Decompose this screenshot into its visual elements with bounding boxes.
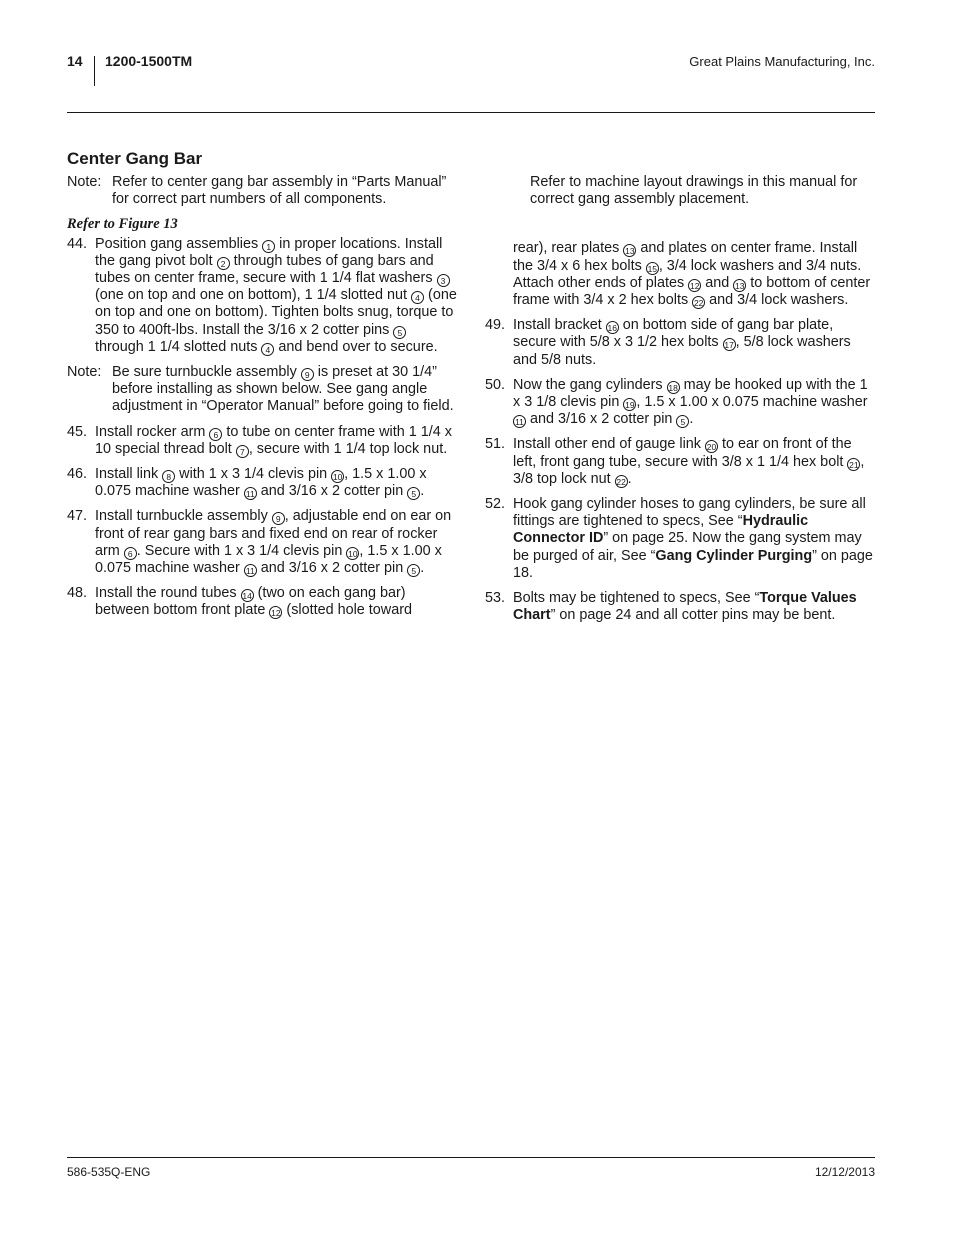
text-run: Hook gang cylinder hoses to gang cylinders, be sure all fittings are tightened to specs, See “ — [513, 496, 866, 530]
text-run: , 3/4 lock washers and 3/4 nuts. Attach other ends of plates — [513, 257, 862, 291]
text-run: , secure with 1 1/4 top lock nut. — [248, 440, 448, 457]
text-run: rear), rear plates — [513, 240, 624, 257]
note-turnbuckle — [67, 364, 459, 416]
callout-17: 17 — [724, 340, 734, 351]
step-text — [95, 424, 459, 458]
text-run: . — [689, 411, 694, 428]
callout-20: 20 — [706, 442, 717, 453]
text-run: Install other end of gauge link — [513, 436, 706, 453]
text-run: ” on page 25. Now the gang system may be purged of air, See “ — [513, 530, 862, 564]
text-run: , adjustable end on ear on front of rear gang bars and fixed end on rear of rocker arm — [95, 508, 452, 559]
text-run: (one on top and one on bottom). Tighten bolts snug, torque to 350 to 400ft-lbs. Install the 3/16 x 2 cotter pins — [95, 287, 457, 338]
note-label: Note: — [67, 174, 102, 190]
page-number: 14 — [67, 53, 83, 69]
text-run: and plates on center frame. Install the 3/4 x 6 hex bolts — [513, 240, 858, 274]
text-run: . — [420, 483, 425, 500]
callout-6: 6 — [124, 547, 137, 560]
note-parts-manual — [67, 174, 459, 208]
header-divider — [94, 56, 95, 86]
text-run: . — [420, 560, 425, 577]
header-rule — [67, 112, 875, 113]
callout-8: 8 — [162, 470, 175, 483]
step-46 — [67, 466, 459, 500]
step-text — [95, 236, 459, 356]
step-text — [513, 436, 875, 488]
note-label: Note: — [67, 364, 102, 381]
callout-5: 5 — [407, 564, 420, 577]
callout-7: 7 — [236, 445, 249, 458]
step-52 — [485, 496, 875, 582]
callout-16: 16 — [607, 323, 618, 334]
text-run: Install the round tubes — [95, 585, 241, 602]
step-number: 50. — [485, 376, 506, 393]
text-run: on bottom side of gang bar plate, secure with 5/8 x 3 1/2 hex bolts — [513, 317, 834, 351]
callout-1: 1 — [262, 240, 275, 253]
step-text — [95, 508, 459, 577]
footer-rule — [67, 1157, 875, 1158]
note-layout-drawings: Refer to machine layout drawings in this manual for correct gang assembly placement. — [530, 174, 858, 208]
callout-11: 11 — [244, 487, 257, 500]
text-run: , 1.5 x 1.00 x 0.075 machine washer — [95, 542, 442, 577]
text-run: and 3/16 x 2 cotter pin — [256, 483, 408, 500]
step-text — [513, 590, 875, 624]
text-run: . — [627, 470, 632, 487]
document-date: 12/12/2013 — [814, 1165, 875, 1179]
callout-3: 3 — [437, 274, 450, 287]
step-number: 44. — [67, 235, 88, 252]
callout-10: 10 — [332, 472, 343, 483]
callout-13: 13 — [625, 246, 635, 257]
step-number: 47. — [67, 508, 88, 525]
callout-12: 12 — [689, 280, 700, 291]
company-name: Great Plains Manufacturing, Inc. — [689, 54, 875, 69]
right-column — [485, 174, 875, 632]
step-44 — [67, 236, 459, 356]
step-text — [513, 496, 875, 582]
step-48 — [67, 585, 459, 619]
callout-2: 2 — [217, 257, 230, 270]
step-48-continued — [485, 240, 875, 309]
callout-11: 11 — [244, 564, 257, 577]
callout-18: 18 — [668, 382, 678, 393]
figure-reference: Refer to Figure 13 — [67, 216, 178, 233]
text-run: in proper locations. Install the gang pivot bolt — [95, 235, 443, 269]
text-run: to bottom of center frame with 3/4 x 2 hex bolts — [513, 274, 871, 309]
callout-13: 13 — [734, 280, 745, 291]
text-run: , 5/8 lock washers and 5/8 nuts. — [513, 334, 851, 368]
callout-6: 6 — [209, 428, 222, 441]
callout-5: 5 — [407, 487, 420, 500]
note-text — [112, 364, 459, 416]
step-text — [513, 377, 875, 429]
callout-19: 19 — [625, 400, 635, 411]
text-run: , 1.5 x 1.00 x 0.075 machine washer — [95, 466, 427, 500]
text-run: with 1 x 3 1/4 clevis pin — [175, 466, 332, 483]
text-run: Now the gang cylinders — [513, 376, 667, 393]
link-hydraulic-connector-id[interactable]: Hydraulic Connector ID — [513, 513, 809, 547]
text-run: Be sure turnbuckle assembly — [112, 364, 301, 381]
step-number: 48. — [67, 585, 88, 602]
step-51 — [485, 436, 875, 488]
text-run: through tubes of gang bars and tubes on center frame, secure with 1 1/4 flat washers — [95, 252, 437, 287]
left-column — [67, 174, 459, 628]
callout-15: 15 — [647, 263, 658, 274]
callout-12: 12 — [271, 608, 281, 619]
text-run: ” on page 18. — [513, 547, 873, 581]
text-run: and — [701, 274, 734, 291]
text-run: , 1.5 x 1.00 x 0.075 machine washer — [636, 394, 868, 411]
text-run: to tube on center frame with 1 1/4 x 10 special thread bolt — [95, 423, 452, 457]
text-run: Bolts may be tightened to specs, See “ — [513, 590, 760, 607]
callout-4: 4 — [411, 291, 424, 304]
note-text: Refer to center gang bar assembly in “Parts Manual” for correct part numbers of all components. — [112, 174, 447, 208]
step-text — [95, 466, 459, 500]
callout-9: 9 — [272, 512, 285, 525]
text-run: and 3/16 x 2 cotter pin — [526, 411, 677, 428]
callout-14: 14 — [242, 591, 252, 602]
text-run: (one on top and one on bottom), 1 1/4 slotted nut — [95, 287, 412, 304]
step-text — [95, 585, 459, 619]
text-run: Position gang assemblies — [95, 235, 263, 252]
step-number: 45. — [67, 423, 88, 440]
step-number: 51. — [485, 436, 506, 453]
step-number: 52. — [485, 496, 506, 513]
text-run: and 3/4 lock washers. — [705, 292, 849, 309]
callout-4: 4 — [261, 343, 274, 356]
link-gang-cylinder-purging[interactable]: Gang Cylinder Purging — [655, 547, 813, 564]
callout-22: 22 — [616, 476, 626, 487]
text-run: . Secure with 1 x 3 1/4 clevis pin — [136, 542, 347, 559]
step-53 — [485, 590, 875, 624]
step-number: 46. — [67, 466, 88, 483]
text-run: and 3/16 x 2 cotter pin — [256, 560, 408, 577]
text-run: Install link — [95, 466, 163, 483]
callout-11: 11 — [513, 415, 526, 428]
callout-9: 9 — [301, 368, 314, 381]
text-run: through 1 1/4 slotted nuts — [95, 338, 262, 355]
step-text — [513, 317, 875, 369]
step-45 — [67, 424, 459, 458]
text-run: , 3/8 top lock nut — [513, 453, 865, 487]
callout-22: 22 — [693, 298, 704, 309]
text-run: is preset at 30 1/4” before installing as shown below. See gang angle adjustment in “Operator Manual” before going to field. — [112, 364, 454, 415]
step-number: 49. — [485, 317, 506, 334]
text-run: and bend over to secure. — [274, 338, 438, 355]
link-torque-values-chart[interactable]: Torque Values Chart — [513, 590, 857, 624]
text-run: (two on each gang bar) between bottom front plate — [95, 585, 406, 619]
step-number: 53. — [485, 590, 506, 607]
callout-21: 21 — [849, 459, 859, 470]
text-run: Install rocker arm — [95, 423, 210, 440]
step-47 — [67, 508, 459, 577]
model-number: 1200-1500TM — [105, 53, 193, 69]
text-run: ” on page 24 and all cotter pins may be bent. — [550, 607, 836, 624]
text-run: to ear on front of the left, front gang tube, secure with 3/8 x 1 1/4 hex bolt — [513, 436, 852, 470]
section-title: Center Gang Bar — [67, 149, 203, 168]
step-50 — [485, 377, 875, 429]
callout-10: 10 — [348, 548, 358, 559]
text-run: Install bracket — [513, 317, 606, 334]
text-run: (slotted hole toward — [282, 602, 412, 619]
text-run: may be hooked up with the 1 x 3 1/8 clevis pin — [513, 376, 868, 411]
callout-5: 5 — [676, 415, 689, 428]
document-id: 586-535Q-ENG — [67, 1165, 151, 1179]
step-49 — [485, 317, 875, 369]
text-run: Install turnbuckle assembly — [95, 508, 272, 525]
callout-5: 5 — [393, 326, 406, 339]
